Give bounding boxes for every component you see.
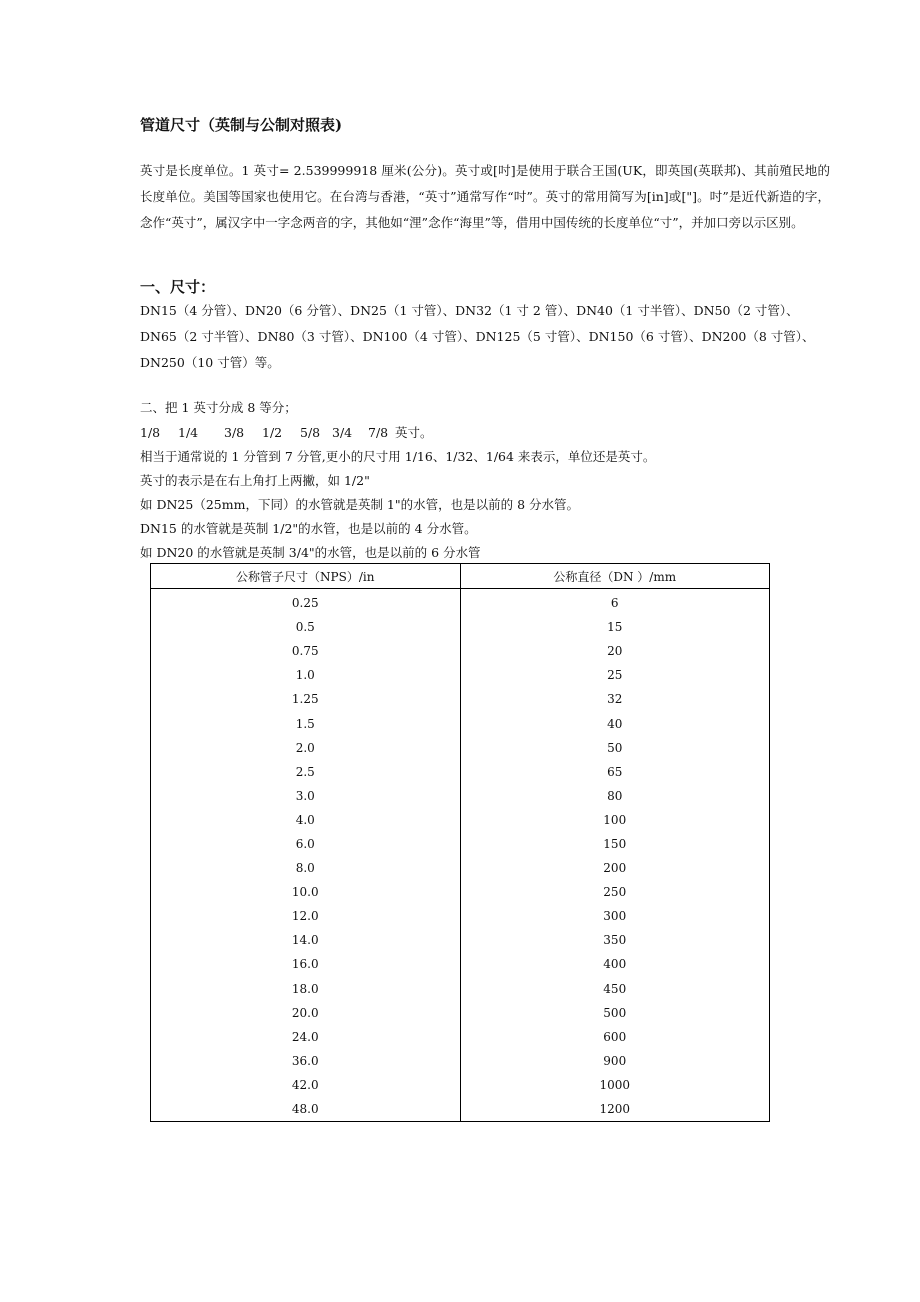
nps-cell: 20.0 — [151, 1001, 461, 1025]
dn-cell: 6 — [460, 589, 770, 616]
section-2-line: 如 DN25（25mm，下同）的水管就是英制 1"的水管，也是以前的 8 分水管。 — [140, 497, 580, 512]
table-row — [151, 856, 770, 880]
header-nps: 公称管子尺寸（NPS）/in — [151, 564, 461, 589]
table-row — [151, 760, 770, 784]
dn-cell: 600 — [460, 1025, 770, 1049]
table-row — [151, 904, 770, 928]
nps-cell: 2.0 — [151, 736, 461, 760]
section-2-line: 相当于通常说的 1 分管到 7 分管,更小的尺寸用 1/16、1/32、1/64 来表示，单位还是英寸。 — [140, 449, 656, 464]
nps-cell: 16.0 — [151, 952, 461, 976]
nps-cell: 1.5 — [151, 711, 461, 735]
nps-cell: 1.25 — [151, 687, 461, 711]
dn-cell: 150 — [460, 832, 770, 856]
table-row — [151, 1001, 770, 1025]
fraction-item: 7/8 — [368, 425, 389, 440]
nps-cell: 10.0 — [151, 880, 461, 904]
table-row — [151, 639, 770, 663]
table-body — [151, 589, 770, 1122]
dn-cell: 32 — [460, 687, 770, 711]
table-row — [151, 928, 770, 952]
nps-cell: 42.0 — [151, 1073, 461, 1097]
dn-cell: 40 — [460, 711, 770, 735]
table-row — [151, 687, 770, 711]
section-2-line: 英寸的表示是在右上角打上两撇，如 1/2" — [140, 473, 370, 488]
section-2-line: DN15 的水管就是英制 1/2"的水管，也是以前的 4 分水管。 — [140, 521, 477, 536]
table-row — [151, 977, 770, 1001]
fractions-line — [140, 423, 433, 441]
fraction-item: 1/4 — [178, 425, 199, 440]
nps-cell: 12.0 — [151, 904, 461, 928]
document-title: 管道尺寸（英制与公制对照表) — [140, 116, 343, 134]
dn-cell: 80 — [460, 784, 770, 808]
dn-cell: 450 — [460, 977, 770, 1001]
table-row — [151, 1025, 770, 1049]
table-row — [151, 1049, 770, 1073]
nps-cell: 48.0 — [151, 1097, 461, 1122]
section-2-line: 如 DN20 的水管就是英制 3/4"的水管，也是以前的 6 分水管 — [140, 545, 481, 560]
dn-cell: 25 — [460, 663, 770, 687]
fraction-item: 5/8 — [300, 425, 321, 440]
nps-cell: 2.5 — [151, 760, 461, 784]
dn-cell: 500 — [460, 1001, 770, 1025]
dn-cell: 20 — [460, 639, 770, 663]
header-dn: 公称直径（DN ）/mm — [460, 564, 770, 589]
dn-cell: 100 — [460, 808, 770, 832]
nps-cell: 36.0 — [151, 1049, 461, 1073]
table-row — [151, 808, 770, 832]
table-row — [151, 615, 770, 639]
table-row — [151, 1097, 770, 1122]
dn-cell: 65 — [460, 760, 770, 784]
section-1-body: DN15（4 分管）、DN20（6 分管）、DN25（1 寸管）、DN32（1 寸 2 管）、DN40（1 寸半管）、DN50（2 寸管）、DN65（2 寸半管）、DN80（3 寸管）、DN100（4 寸管）、DN125（5 寸管）、DN150（6 寸管）、DN200（8 寸管）、DN250（10 寸管）等。 — [140, 303, 815, 370]
dn-cell: 350 — [460, 928, 770, 952]
dn-cell: 300 — [460, 904, 770, 928]
table-row — [151, 832, 770, 856]
dn-cell: 400 — [460, 952, 770, 976]
nps-cell: 6.0 — [151, 832, 461, 856]
table-row — [151, 589, 770, 616]
nps-cell: 4.0 — [151, 808, 461, 832]
dn-cell: 250 — [460, 880, 770, 904]
dn-cell: 200 — [460, 856, 770, 880]
fraction-item: 3/4 — [332, 425, 353, 440]
nps-cell: 24.0 — [151, 1025, 461, 1049]
fraction-unit: 英寸。 — [395, 425, 433, 440]
table-row — [151, 880, 770, 904]
nps-cell: 14.0 — [151, 928, 461, 952]
table-row — [151, 711, 770, 735]
nps-cell: 1.0 — [151, 663, 461, 687]
section-2-heading: 二、把 1 英寸分成 8 等分； — [140, 400, 297, 415]
nps-cell: 0.5 — [151, 615, 461, 639]
intro-paragraph: 英寸是长度单位。1 英寸= 2.539999918 厘米(公分)。英寸或[吋]是使用于联合王国(UK，即英国(英联邦)、其前殖民地的长度单位。美国等国家也使用它。在台湾与香港，“英寸”通常写作“吋”。英寸的常用简写为[in]或["]。吋”是近代新造的字，念作“英寸”，属汉字中一字念两音的字，其他如“浬”念作“海里”等，借用中国传统的长度单位“寸”，并加口旁以示区别。 — [140, 163, 830, 230]
table-row — [151, 1073, 770, 1097]
nps-cell: 0.75 — [151, 639, 461, 663]
dn-cell: 1000 — [460, 1073, 770, 1097]
nps-cell: 3.0 — [151, 784, 461, 808]
table-row — [151, 663, 770, 687]
section-1-heading: 一、尺寸： — [140, 278, 216, 296]
pipe-size-table — [150, 563, 770, 1122]
dn-cell: 1200 — [460, 1097, 770, 1122]
fraction-item: 1/8 — [140, 425, 161, 440]
fraction-item: 3/8 — [224, 425, 245, 440]
table-row — [151, 784, 770, 808]
nps-cell: 8.0 — [151, 856, 461, 880]
fraction-item: 1/2 — [262, 425, 283, 440]
nps-cell: 18.0 — [151, 977, 461, 1001]
table-row — [151, 736, 770, 760]
nps-cell: 0.25 — [151, 589, 461, 616]
table-header-row — [151, 564, 770, 589]
dn-cell: 900 — [460, 1049, 770, 1073]
dn-cell: 50 — [460, 736, 770, 760]
table-row — [151, 952, 770, 976]
dn-cell: 15 — [460, 615, 770, 639]
